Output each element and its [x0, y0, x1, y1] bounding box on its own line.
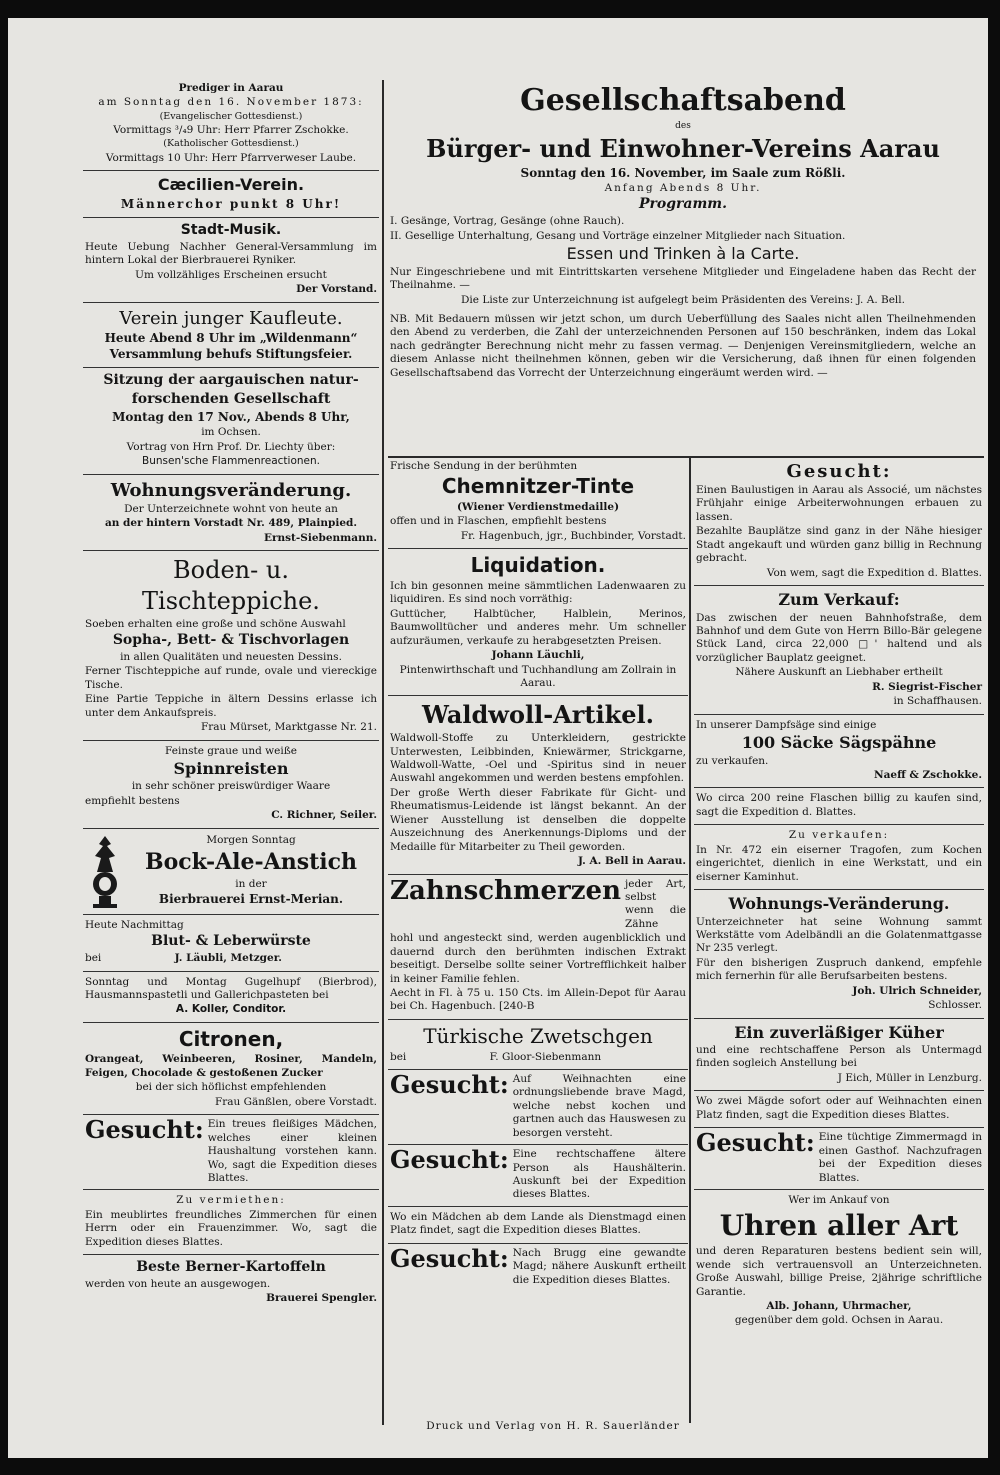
ad-flaschen	[694, 788, 984, 825]
kartoffeln-title: Beste Berner-Kartoffeln	[136, 1259, 326, 1276]
gesucht3-word: Gesucht:	[390, 1145, 509, 1175]
ad-maegde	[694, 1091, 984, 1128]
bockale-line3: Bierbrauerei Ernst-Merian.	[158, 892, 344, 907]
ad-gesucht4	[388, 1244, 688, 1291]
maegde-text: Wo zwei Mägde sofort oder auf Weihnachten einen Platz finden, sagt die Expedition dieses Blattes.	[696, 1095, 982, 1121]
stadtmusik-sign: Der Vorstand.	[296, 283, 377, 296]
ad-gesucht1	[83, 1115, 379, 1190]
prediger-vorm-kath: Vormittags 10 Uhr: Herr Pfarrverweser Laube.	[105, 151, 357, 164]
bockale-line1: Morgen Sonntag	[206, 834, 296, 847]
ad-kaufleute	[83, 303, 379, 369]
leberwurst-line1: Heute Nachmittag	[85, 918, 184, 931]
prediger-kath: (Katholischer Gottesdienst.)	[163, 138, 299, 150]
saegspaehne-title: 100 Säcke Sägspähne	[741, 733, 937, 753]
liquidation-sign2: Pintenwirthschaft und Tuchhandlung am Zollrain in Aarau.	[399, 663, 677, 689]
stadtmusik-title: Stadt-Musik.	[180, 221, 282, 238]
teppiche-line5: Eine Partie Teppiche in ältern Dessins erlasse ich unter dem Ankaufspreis.	[85, 693, 377, 719]
citronen-sign: Frau Gänßlen, obere Vorstadt.	[214, 1095, 377, 1108]
teppiche-title: Boden- u. Tischteppiche.	[142, 556, 320, 615]
flaschen-text: Wo circa 200 reine Flaschen billig zu kaufen sind, sagt die Expedition d. Blattes.	[696, 792, 982, 818]
ad-liquidation	[388, 549, 688, 696]
ad-tragofen	[694, 825, 984, 890]
left-column	[83, 78, 379, 1311]
liquidation-line2: Guttücher, Halbtücher, Halblein, Merinos, Baumwolltücher und anderes mehr. Um schneller aufzuräumen, verkaufe zu herabgesetzten Preisen.	[390, 607, 686, 647]
tinte-line2: (Wiener Verdienstmedaille)	[456, 501, 620, 514]
teppiche-line1: Soeben erhalten eine große und schöne Auswahl	[85, 617, 346, 630]
column-rule-right	[689, 458, 691, 1423]
zahn-title: Zahnschmerzen	[390, 875, 621, 906]
gesucht4-text: Nach Brugg eine gewandte Magd; nähere Auskunft ertheilt die Expedition dieses Blattes.	[512, 1246, 686, 1286]
ad-wohnung2	[694, 890, 984, 1019]
wohnung2-title: Wohnungs-Veränderung.	[728, 894, 950, 914]
uhren-text: und deren Reparaturen bestens bedient sein will, wende sich vertrauensvoll an Unterzeichneten. Große Auswahl, billige Preise, 2jährige schriftliche Garantie.	[696, 1245, 982, 1298]
uhren-sign: Alb. Johann, Uhrmacher,	[766, 1299, 912, 1312]
wohnung1-title: Wohnungsveränderung.	[110, 479, 352, 501]
gesucht4-word: Gesucht:	[390, 1243, 509, 1273]
wohnung2-sign: Joh. Ulrich Schneider,	[852, 984, 982, 997]
naturforschend-line4: Bunsen'sche Flammenreactionen.	[142, 455, 320, 468]
middle-column	[388, 456, 688, 1291]
waldwoll-title: Waldwoll-Artikel.	[421, 700, 655, 730]
abend-title: Gesellschaftsabend	[520, 83, 846, 118]
saegspaehne-line1: In unserer Dampfsäge sind einige	[696, 718, 877, 731]
kartoffeln-line1: werden von heute an ausgewogen.	[85, 1278, 271, 1291]
gesucht2-text: Auf Weihnachten eine ordnungsliebende brave Magd, welche nebst kochen und gartnen auch das Hauswesen zu besorgen versteht.	[512, 1072, 686, 1139]
abend-liste: Die Liste zur Unterzeichnung ist aufgelegt beim Präsidenten des Vereins: J. A. Bell.	[461, 293, 905, 306]
tinte-line1: Frische Sendung in der berühmten	[390, 460, 578, 472]
kueher-text: und eine rechtschaffene Person als Untermagd finden sogleich Anstellung bei	[696, 1044, 982, 1070]
ad-gesucht2	[388, 1070, 688, 1145]
wohnung1-line1: Der Unterzeichnete wohnt von heute an	[124, 502, 338, 515]
citronen-line2: bei der sich höflichst empfehlenden	[135, 1081, 327, 1094]
koller-sign: A. Koller, Conditor.	[175, 1003, 287, 1016]
ad-kueher	[694, 1019, 984, 1092]
uhren-line1: Wer im Ankauf von	[788, 1193, 890, 1206]
spinnreisten-line1: Feinste graue und weiße	[165, 744, 297, 757]
saegspaehne-sign: Naeff & Zschokke.	[874, 768, 982, 781]
naturforschend-title1: Sitzung der aargauischen natur-	[103, 372, 359, 389]
verkauf-sign2: in Schaffhausen.	[893, 695, 982, 708]
ad-tinte	[388, 456, 688, 549]
right-column	[694, 456, 984, 1333]
ad-gesucht3	[388, 1145, 688, 1207]
teppiche-line3: in allen Qualitäten und neuesten Dessins.	[120, 650, 342, 663]
abend-p1: I. Gesänge, Vortrag, Gesänge (ohne Rauch).	[390, 215, 625, 228]
ad-citronen	[83, 1023, 379, 1115]
ad-dienstmagd	[388, 1207, 688, 1244]
verkauf-text: Das zwischen der neuen Bahnhofstraße, dem Bahnhof und dem Gute von Herrn Billo-Bär gelegene Stück Land, circa 22,000 □' haltend und als vorzüglicher Bauplatz geeignet.	[696, 611, 982, 664]
tragofen-text: In Nr. 472 ein eiserner Tragofen, zum Kochen eingerichtet, dienlich in eine Werkstatt, und ein eiserner Kaminhut.	[696, 843, 982, 883]
liquidation-title: Liquidation.	[470, 553, 606, 578]
ad-naturforschend	[83, 368, 379, 474]
abend-date: Sonntag den 16. November, im Saale zum Rößli.	[520, 165, 846, 180]
ad-wohnung1	[83, 475, 379, 551]
spinnreisten-line3: empfiehlt bestens	[85, 794, 180, 807]
abend-programm: Programm.	[639, 196, 727, 213]
uhren-title: Uhren aller Art	[719, 1209, 959, 1243]
verkauf-title: Zum Verkauf:	[778, 590, 900, 610]
naturforschend-line2: im Ochsen.	[201, 426, 261, 439]
zahn-side: jeder Art, selbst wenn die Zähne	[624, 877, 686, 930]
ad-zimmermagd	[694, 1128, 984, 1190]
wohnung1-sign: Ernst-Siebenmann.	[263, 531, 377, 544]
prediger-date: am Sonntag den 16. November 1873:	[98, 96, 364, 109]
teppiche-sign: Frau Mürset, Marktgasse Nr. 21.	[200, 721, 377, 734]
gesucht5-line3: Von wem, sagt die Expedition d. Blattes.	[766, 566, 982, 579]
abend-des: des	[675, 121, 691, 132]
caecilien-title: Cæcilien-Verein.	[157, 175, 305, 195]
abend-essen: Essen und Trinken à la Carte.	[566, 244, 800, 264]
bockale-title: Bock-Ale-Anstich	[144, 849, 358, 876]
tragofen-title: Zu verkaufen:	[788, 829, 890, 842]
ad-leberwurst	[83, 915, 379, 972]
spinnreisten-title: Spinnreisten	[173, 758, 289, 778]
verkauf-sign: R. Siegrist-Fischer	[872, 680, 982, 693]
saegspaehne-line2: zu verkaufen.	[696, 754, 769, 767]
caecilien-line: Männerchor punkt 8 Uhr!	[120, 196, 342, 211]
abend-anfang: Anfang Abends 8 Uhr.	[604, 181, 762, 194]
waldwoll-sign: J. A. Bell in Aarau.	[578, 855, 686, 868]
tinte-title: Chemnitzer-Tinte	[441, 474, 635, 499]
abend-verein: Bürger- und Einwohner-Vereins Aarau	[426, 133, 940, 163]
stadtmusik-text: Heute Uebung Nachher General-Versammlung im hintern Lokal der Bierbrauerei Ryniker.	[85, 240, 377, 267]
ad-zwetschgen	[388, 1020, 688, 1070]
ad-gesucht5	[694, 456, 984, 586]
naturforschend-line1: Montag den 17 Nov., Abends 8 Uhr,	[112, 410, 350, 425]
ad-bockale	[83, 829, 379, 915]
ad-koller	[83, 972, 379, 1023]
waldwoll-line1: Waldwoll-Stoffe zu Unterkleidern, gestrickte Unterwesten, Leibbinden, Kniewärmer, Strickgarne, Waldwoll-Watte, -Oel und -Spiritus sind in neuer Auswahl angekommen und werden bestens empfohlen.	[390, 732, 686, 785]
kueher-sign: J Eich, Müller in Lenzburg.	[837, 1071, 982, 1084]
naturforschend-title2: forschenden Gesellschaft	[131, 391, 331, 408]
gesellschaftsabend-ad	[388, 78, 978, 458]
column-rule-left	[382, 80, 384, 1425]
newspaper-page	[8, 18, 988, 1458]
ad-saegspaehne	[694, 715, 984, 789]
kaufleute-title: Verein junger Kaufleute.	[119, 307, 343, 329]
zimmermagd-word: Gesucht:	[696, 1128, 815, 1158]
liquidation-line1: Ich bin gesonnen meine sämmtlichen Ladenwaaren zu liquidiren. Es sind noch vorräthig:	[390, 579, 686, 606]
ad-kartoffeln	[83, 1255, 379, 1311]
zwetschgen-title: Türkische Zwetschgen	[423, 1023, 653, 1048]
gesucht5-text: Einen Baulustigen in Aarau als Associé, um nächstes Frühjahr einige Arbeiterwohnungen erbauen zu lassen.	[696, 484, 982, 523]
gesucht5-title: Gesucht:	[786, 461, 892, 482]
gesucht1-text: Ein treues fleißiges Mädchen, welches einer kleinen Haushaltung vorstehen kann. Wo, sagt die Expedition dieses Blattes.	[207, 1118, 377, 1184]
kaufleute-line1: Heute Abend 8 Uhr im „Wildenmann“	[104, 330, 358, 345]
ad-prediger	[83, 78, 379, 171]
naturforschend-line3: Vortrag von Hrn Prof. Dr. Liechty über:	[126, 440, 336, 453]
prediger-vorm-evang: Vormittags ³/₄9 Uhr: Herr Pfarrer Zschokke.	[113, 124, 349, 137]
ad-teppiche	[83, 551, 379, 740]
bock-emblem-icon	[85, 832, 125, 910]
leberwurst-title: Blut- & Leberwürste	[151, 933, 311, 950]
ad-uhren	[694, 1190, 984, 1333]
teppiche-line2: Sopha-, Bett- & Tischvorlagen	[112, 632, 350, 648]
prediger-title: Prediger in Aarau	[178, 82, 284, 94]
leberwurst-pre: bei	[85, 952, 102, 965]
verkauf-line2: Nähere Auskunft an Liebhaber ertheilt	[735, 666, 943, 679]
zwetschgen-sign: F. Gloor-Siebenmann	[489, 1050, 602, 1063]
leberwurst-sign: J. Läubli, Metzger.	[174, 952, 282, 965]
zimmermagd-text: Eine tüchtige Zimmermagd in einen Gasthof. Nachzufragen bei der Expedition dieses Blattes.	[818, 1131, 982, 1184]
ad-stadtmusik	[83, 218, 379, 303]
wohnung1-line2: an der hintern Vorstadt Nr. 489, Plainpied.	[104, 517, 358, 530]
liquidation-sign: Johann Läuchli,	[491, 649, 585, 662]
dienstmagd-text: Wo ein Mädchen ab dem Lande als Dienstmagd einen Platz findet, sagt die Expedition dieses Blattes.	[390, 1210, 686, 1237]
teppiche-line4: Ferner Tischteppiche auf runde, ovale und viereckige Tische.	[85, 665, 377, 691]
gesucht1-word: Gesucht:	[85, 1115, 204, 1145]
ad-caecilien	[83, 171, 379, 218]
ad-spinnreisten	[83, 741, 379, 829]
gesucht2-word: Gesucht:	[390, 1069, 509, 1099]
stadtmusik-text2: Um vollzähliges Erscheinen ersucht	[135, 268, 327, 281]
wohnung2-sign2: Schlosser.	[928, 999, 982, 1012]
ad-verkauf	[694, 586, 984, 715]
kartoffeln-sign: Brauerei Spengler.	[266, 1292, 377, 1305]
vermiethen-text: Ein meublirtes freundliches Zimmerchen für einen Herrn oder ein Frauenzimmer. Wo, sagt die Expedition dieses Blattes.	[85, 1208, 377, 1248]
tinte-line3: offen und in Flaschen, empfiehlt bestens	[390, 515, 607, 528]
zwetschgen-pre: bei	[390, 1050, 407, 1063]
imprint-footer: Druck und Verlag von H. R. Sauerländer	[426, 1420, 680, 1432]
ad-vermiethen	[83, 1190, 379, 1255]
wohnung2-text: Unterzeichneter hat seine Wohnung sammt Werkstätte vom Adelbändli an die Golatenmattgasse Nr 235 verlegt.	[696, 915, 982, 955]
wohnung2-line2: Für den bisherigen Zuspruch dankend, empfehle mich fernerhin für alle Berufsarbeiten bestens.	[696, 956, 982, 983]
tinte-sign: Fr. Hagenbuch, jgr., Buchbinder, Vorstadt.	[460, 529, 686, 542]
ad-zahn	[388, 875, 688, 1020]
waldwoll-line2: Der große Werth dieser Fabrikate für Gicht- und Rheumatismus-Leidende ist längst bekannt. An der Wiener Ausstellung ist denselben die doppelte Auszeichnung des Anerkennungs-Diploms und der Medaille für Mitarbeiter zu Theil geworden.	[390, 786, 686, 853]
vermiethen-title: Zu vermiethen:	[176, 1194, 286, 1207]
zahn-text: hohl und angesteckt sind, werden augenblicklich und dauernd durch den berühmten indischen Extrakt beseitigt. Derselbe sollte seiner Vortrefflichkeit halber in keiner Familie fehlen.	[390, 932, 686, 985]
ad-waldwoll	[388, 696, 688, 874]
abend-p2: II. Gesellige Unterhaltung, Gesang und Vorträge einzelner Mitglieder nach Situation.	[390, 229, 846, 242]
abend-nb: NB. Mit Bedauern müssen wir jetzt schon, um durch Ueberfüllung des Saales nicht allen Theilnehmenden den Abend zu verderben, die Zahl der unterzeichnenden Personen auf 150 beschränken, indem das Lokal nach gedrängter Berechnung nicht mehr zu fassen vermag. — Denjenigen Vereinsmitgliedern, welche an diesem Anlasse nicht theilnehmen können, geben wir die Versicherung, daß ihnen für einen folgenden Gesellschaftsabend das Vorrecht der Unterzeichnung eingeräumt werden wird. —	[390, 312, 976, 379]
uhren-sign2: gegenüber dem gold. Ochsen in Aarau.	[734, 1314, 944, 1327]
citronen-title: Citronen,	[178, 1026, 284, 1051]
spinnreisten-line2: in sehr schöner preiswürdiger Waare	[131, 780, 331, 793]
spinnreisten-sign: C. Richner, Seiler.	[271, 809, 377, 822]
prediger-evang: (Evangelischer Gottesdienst.)	[159, 110, 303, 122]
koller-line1: Sonntag und Montag Gugelhupf (Bierbrod), Hausmannspastetli und Gallerichpasteten bei	[85, 975, 377, 1001]
gesucht3-text: Eine rechtschaffene ältere Person als Haushälterin. Auskunft bei der Expedition dieses Blattes.	[512, 1148, 686, 1201]
zahn-line2: Aecht in Fl. à 75 u. 150 Cts. im Allein-Depot für Aarau bei Ch. Hagenbuch. [240-B	[390, 987, 686, 1013]
kaufleute-line2: Versammlung behufs Stiftungsfeier.	[109, 346, 353, 361]
gesucht5-line2: Bezahlte Bauplätze sind ganz in der Nähe hiesiger Stadt angekauft und würden ganz billig in Rechnung gebracht.	[696, 525, 982, 565]
citronen-line1: Orangeat, Weinbeeren, Rosiner, Mandeln, Feigen, Chocolade & gestoßenen Zucker	[85, 1053, 377, 1079]
bockale-line2: in der	[235, 877, 267, 890]
kueher-title: Ein zuverläßiger Küher	[734, 1022, 944, 1042]
abend-nur: Nur Eingeschriebene und mit Eintrittskarten versehene Mitglieder und Eingeladene haben das Recht der Theilnahme. —	[390, 265, 976, 292]
